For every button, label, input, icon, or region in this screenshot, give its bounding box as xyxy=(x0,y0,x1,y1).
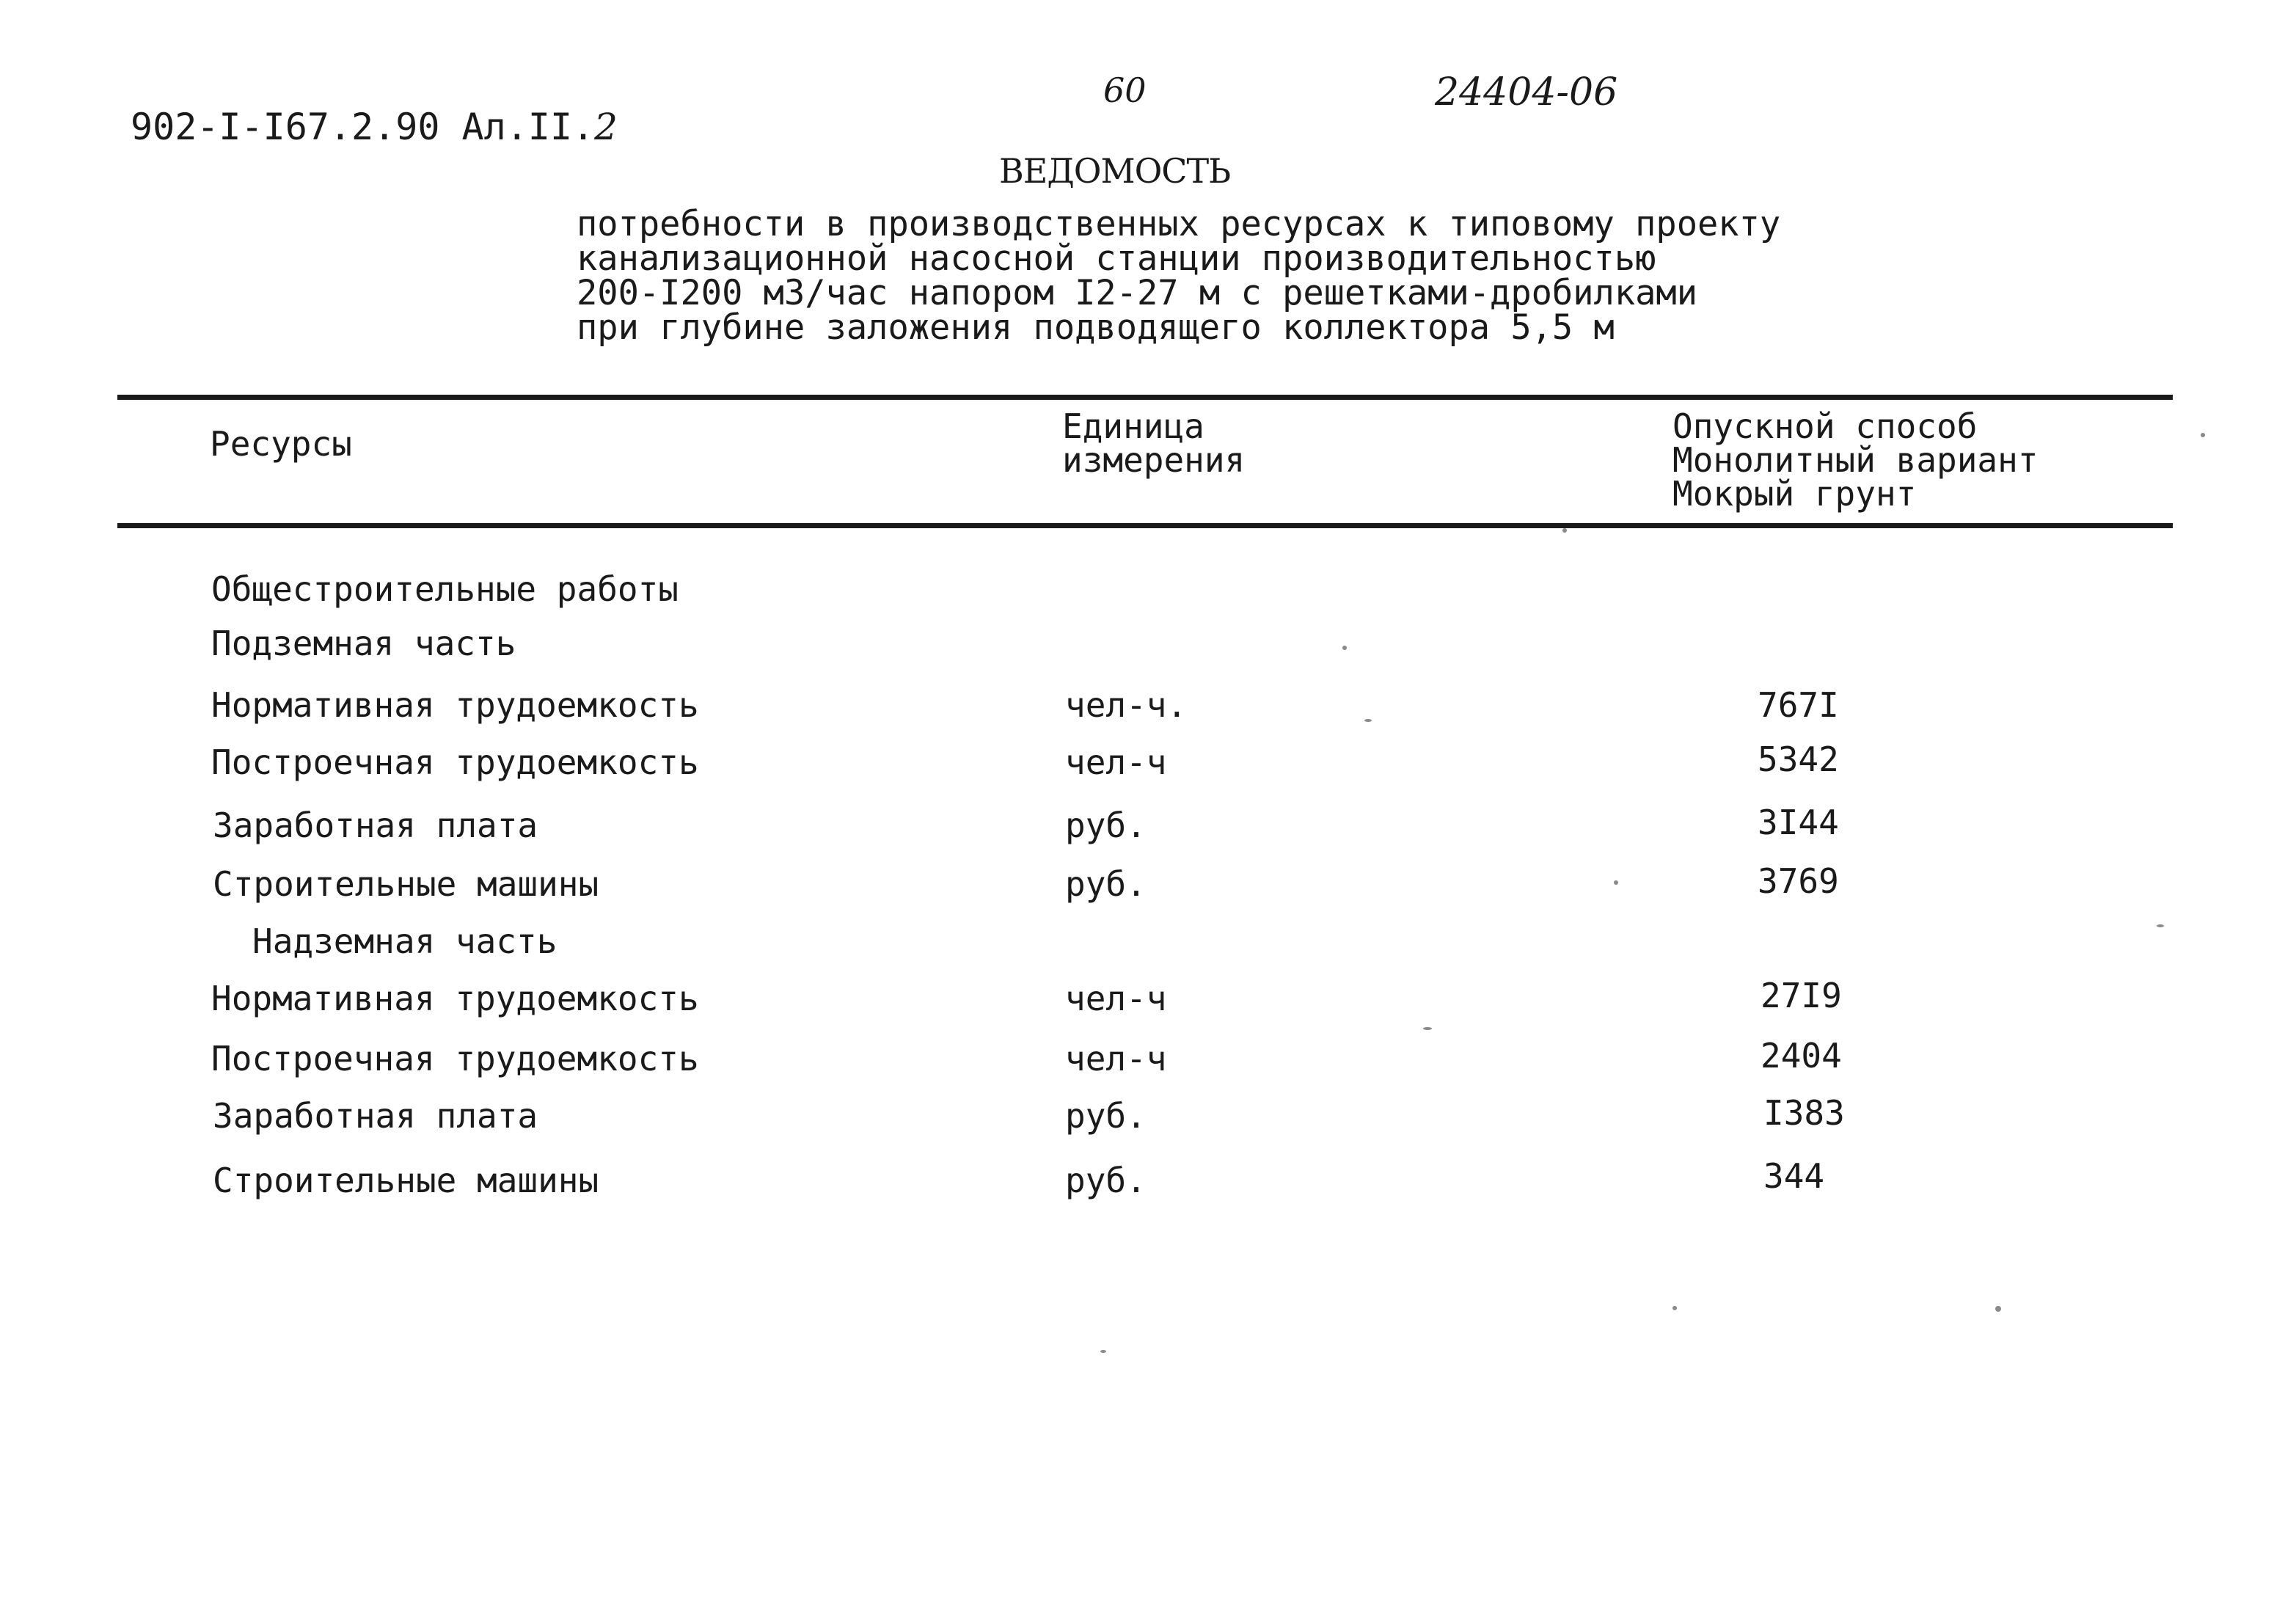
document-subtitle xyxy=(577,204,1781,348)
row-subsection-aboveground: Надземная часть xyxy=(252,921,557,961)
header-variant-line: Мокрый грунт xyxy=(1672,474,1917,514)
row-unit: чел-ч xyxy=(1065,1039,1167,1078)
speck xyxy=(1100,1350,1106,1353)
page-number: 60 xyxy=(1103,70,1147,110)
document-title: ВЕДОМОСТЬ xyxy=(999,151,1231,191)
row-value: I383 xyxy=(1763,1093,1845,1133)
row-subsection-underground: Подземная часть xyxy=(211,624,516,663)
row-name: Строительные машины xyxy=(213,864,599,904)
row-unit: руб. xyxy=(1065,806,1147,845)
header-variant-line: Монолитный вариант xyxy=(1672,440,2039,480)
speck xyxy=(1342,646,1347,650)
subtitle-line: потребности в производственных ресурсах к типовому проекту xyxy=(577,204,1781,244)
row-value: 5342 xyxy=(1758,740,1839,779)
row-unit: руб. xyxy=(1065,864,1147,904)
speck xyxy=(2157,924,2164,927)
header-variant-line: Опускной способ xyxy=(1672,406,1978,446)
speck xyxy=(1672,1306,1677,1310)
document-code xyxy=(131,106,618,148)
row-unit: чел-ч xyxy=(1065,979,1167,1018)
subtitle-line: 200-I200 м3/час напором I2-27 м с решетками-дробилками xyxy=(577,273,1698,313)
document-code-text: 902-I-I67.2.90 Ал.II. xyxy=(131,106,595,148)
table-top-rule xyxy=(117,395,2173,400)
row-value: 3I44 xyxy=(1758,803,1839,842)
speck xyxy=(1562,528,1567,533)
header-unit-line: Единица xyxy=(1062,406,1204,446)
header-resources: Ресурсы xyxy=(210,424,352,464)
row-unit: руб. xyxy=(1065,1096,1147,1136)
speck xyxy=(1364,719,1372,722)
row-unit: чел-ч xyxy=(1065,742,1167,782)
subtitle-line: канализационной насосной станции производительностью xyxy=(577,238,1656,279)
subtitle-line: при глубине заложения подводящего коллектора 5,5 м xyxy=(577,307,1615,348)
row-unit: чел-ч. xyxy=(1065,685,1188,725)
row-name: Нормативная трудоемкость xyxy=(211,979,699,1018)
row-value: 27I9 xyxy=(1761,976,1842,1015)
header-unit-line: измерения xyxy=(1062,440,1246,480)
row-name: Построечная трудоемкость xyxy=(211,742,699,782)
row-name: Построечная трудоемкость xyxy=(211,1039,699,1078)
archive-number: 24404-06 xyxy=(1435,70,1618,114)
speck xyxy=(2201,433,2205,437)
speck xyxy=(1995,1306,2001,1312)
row-value: 2404 xyxy=(1761,1036,1842,1076)
table-header-rule xyxy=(117,523,2173,528)
row-name: Заработная плата xyxy=(213,806,538,845)
row-value: 767I xyxy=(1758,685,1839,725)
row-section-general: Общестроительные работы xyxy=(211,569,679,609)
row-value: 344 xyxy=(1763,1156,1825,1196)
sheet-number-handwritten: 2 xyxy=(594,106,618,148)
header-unit xyxy=(1062,406,1246,480)
row-name: Нормативная трудоемкость xyxy=(211,685,699,725)
speck xyxy=(1423,1027,1432,1030)
speck xyxy=(1614,880,1618,885)
header-variant xyxy=(1672,406,2039,514)
row-value: 3769 xyxy=(1758,861,1839,901)
row-name: Заработная плата xyxy=(213,1096,538,1136)
row-unit: руб. xyxy=(1065,1161,1147,1200)
row-name: Строительные машины xyxy=(213,1161,599,1200)
